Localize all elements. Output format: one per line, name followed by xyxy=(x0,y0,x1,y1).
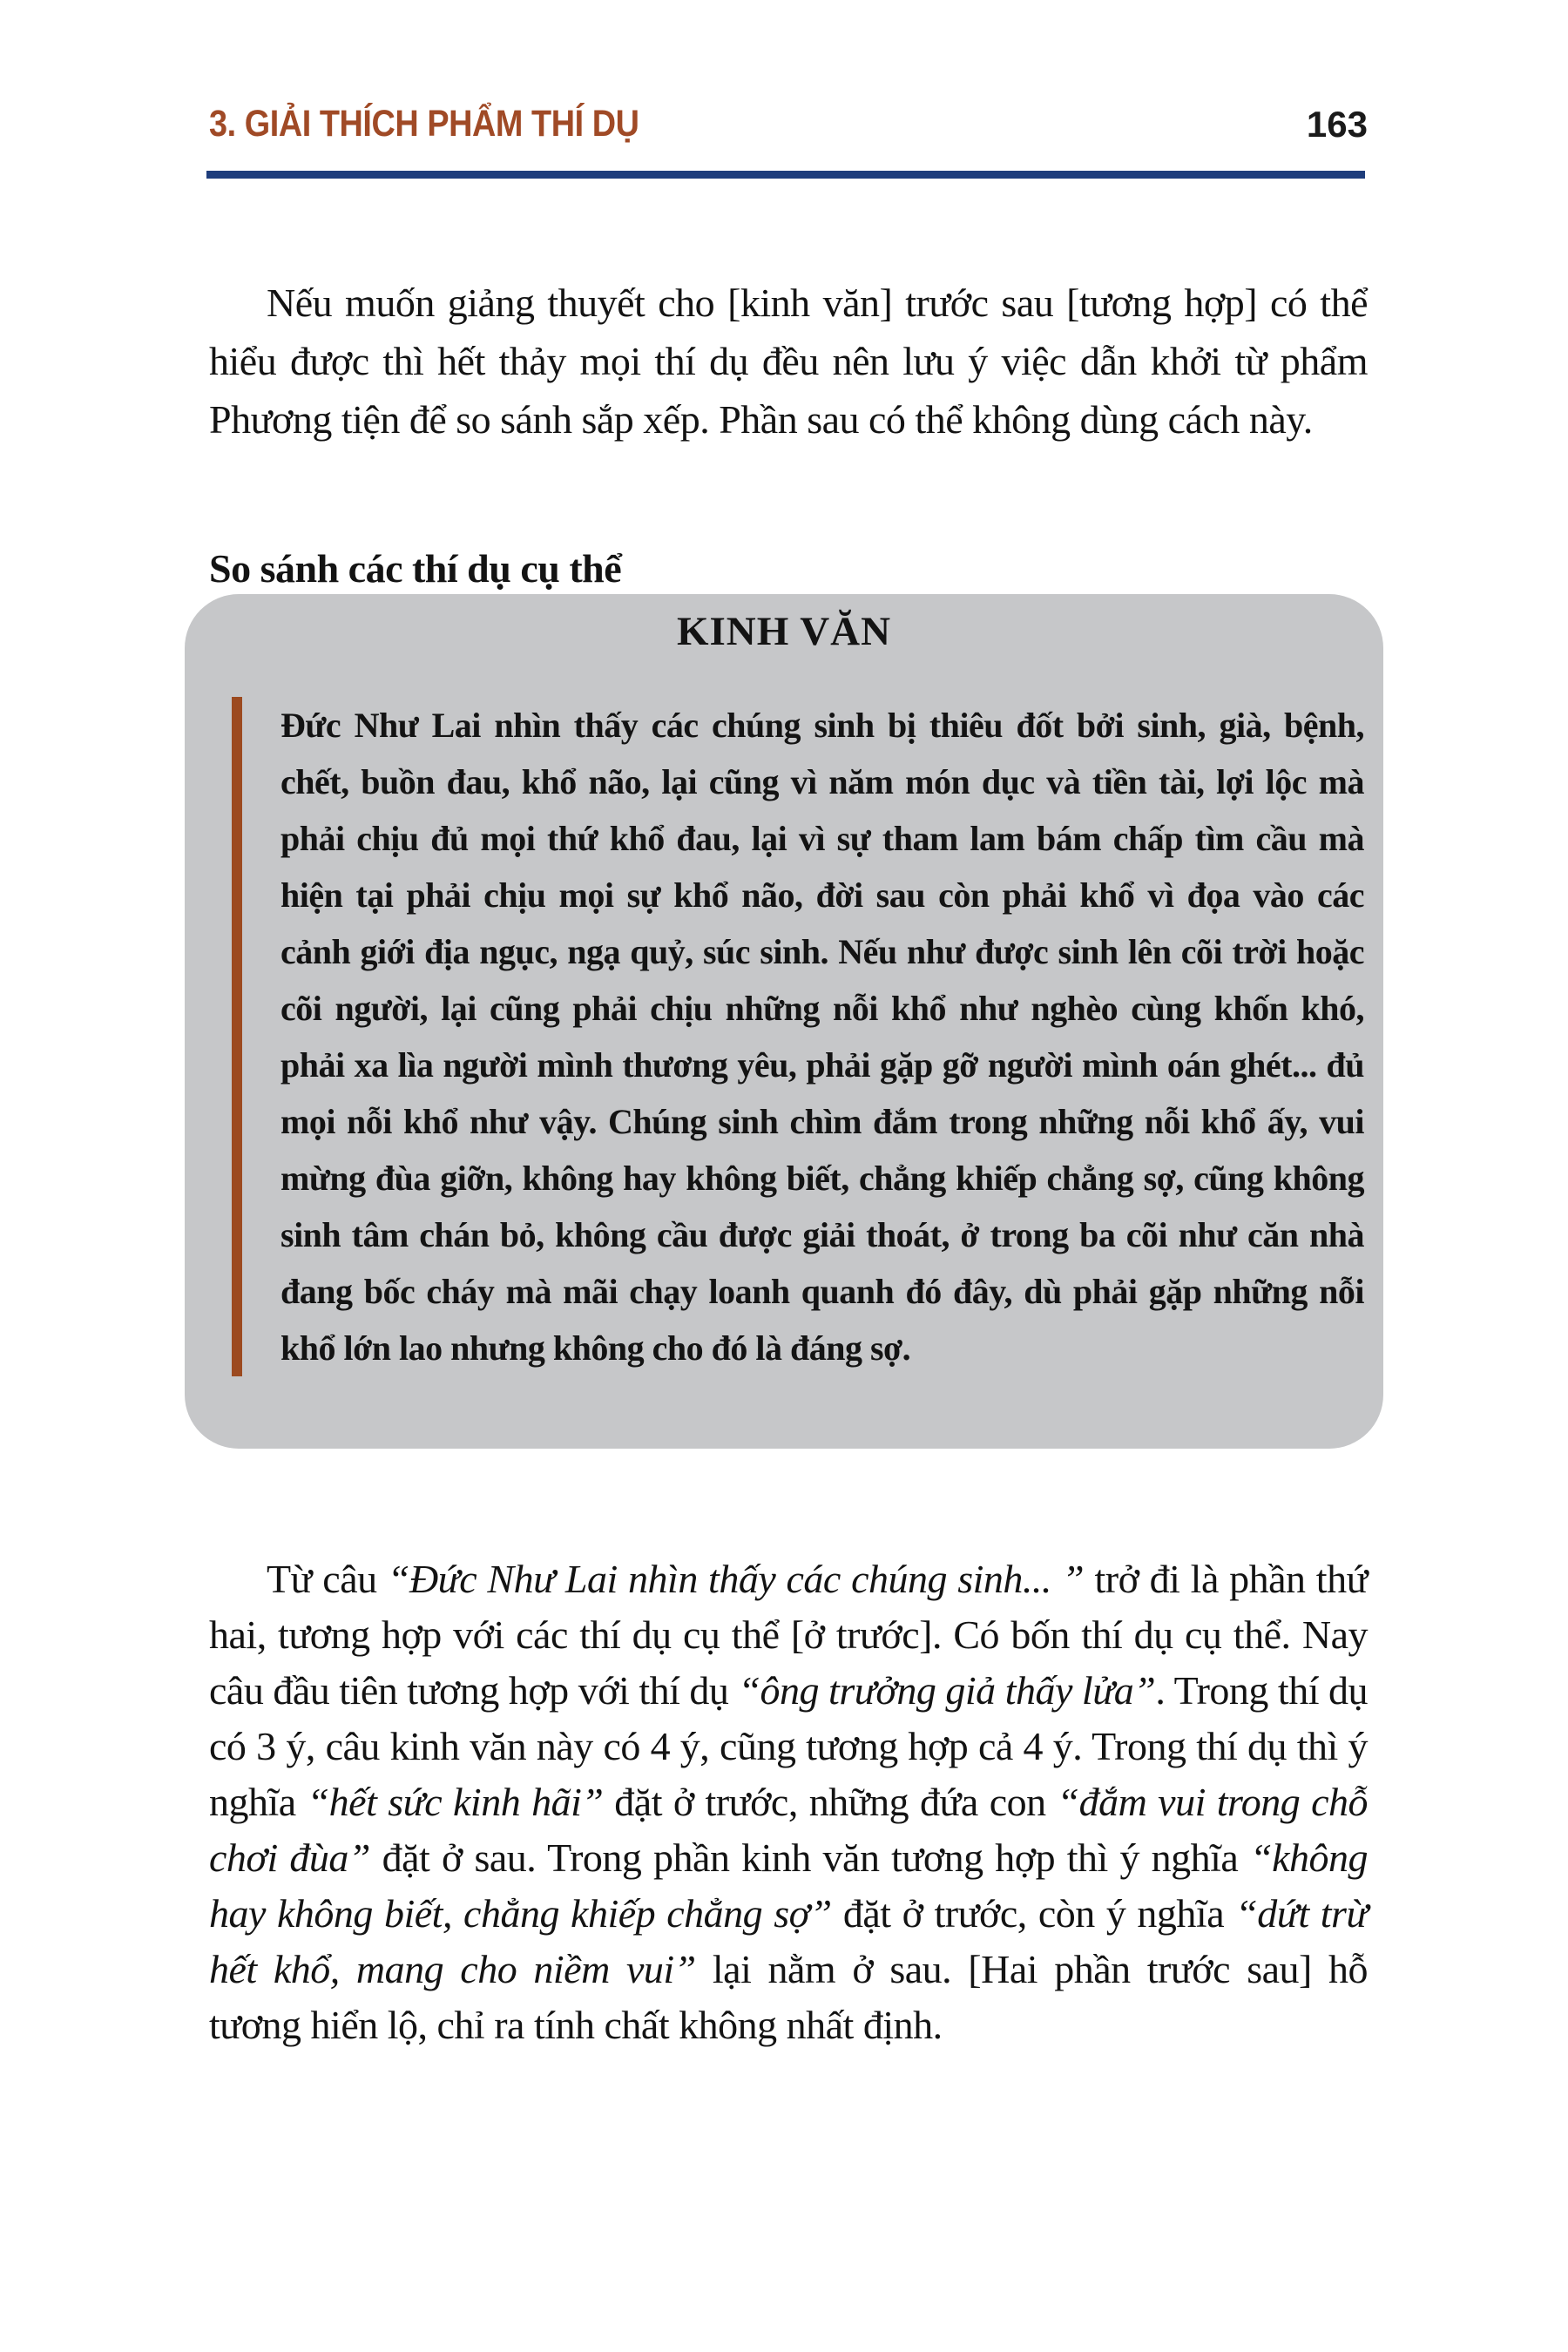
text-run: . Trong thí dụ có 3 ý, câu kinh văn này có 4 ý, cũng tương hợp cả 4 ý. Trong thí dụ thì ý nghĩa xyxy=(209,1668,1368,1824)
kinh-van-quote-box xyxy=(185,594,1383,1449)
text-run: đặt ở trước, những đứa con xyxy=(603,1780,1058,1824)
quoted-phrase: “dứt trừ hết khổ, mang cho niềm vui” xyxy=(209,1891,1368,1991)
section-heading: So sánh các thí dụ cụ thể xyxy=(209,546,622,591)
text-run: trở đi là phần thứ hai, tương hợp với các thí dụ cụ thể [ở trước]. Có bốn thí dụ cụ thể. Nay câu đầu tiên tương hợp với thí dụ xyxy=(209,1557,1368,1713)
quoted-phrase: “Đức Như Lai nhìn thấy các chúng sinh... ” xyxy=(387,1557,1085,1601)
kinh-van-title: KINH VĂN xyxy=(676,609,892,654)
quoted-phrase: “đắm vui trong chỗ chơi đùa” xyxy=(209,1780,1368,1880)
text-run: đặt ở sau. Trong phần kinh văn tương hợp thì ý nghĩa xyxy=(369,1835,1250,1880)
text-run: Từ câu xyxy=(267,1557,388,1601)
text-run: lại nằm ở sau. [Hai phần trước sau] hỗ tương hiển lộ, chỉ ra tính chất không nhất định. xyxy=(209,1947,1368,2047)
header-rule-divider xyxy=(206,171,1365,179)
quote-block xyxy=(185,697,1383,1376)
page-number: 163 xyxy=(1306,104,1368,145)
quoted-phrase: “ông trưởng giả thấy lửa” xyxy=(738,1668,1156,1713)
quoted-phrase: “không hay không biết, chẳng khiếp chẳng sợ” xyxy=(209,1835,1368,1936)
running-header xyxy=(209,103,1368,145)
quoted-phrase: “hết sức kinh hãi” xyxy=(307,1780,604,1824)
intro-paragraph: Nếu muốn giảng thuyết cho [kinh văn] trước sau [tương hợp] có thể hiểu được thì hết thảy mọi thí dụ đều nên lưu ý việc dẫn khởi từ phẩm Phương tiện để so sánh sắp xếp. Phần sau có thể không dùng cách này. xyxy=(209,280,1368,442)
sutra-quote-text: Đức Như Lai nhìn thấy các chúng sinh bị thiêu đốt bởi sinh, già, bệnh, chết, buồn đau, khổ não, lại cũng vì năm món dục và tiền tài, lợi lộc mà phải chịu đủ mọi thứ khổ đau, lại vì sự tham lam bám chấp tìm cầu mà hiện tại phải chịu mọi sự khổ não, đời sau còn phải khổ vì đọa vào các cảnh giới địa ngục, ngạ quỷ, súc sinh. Nếu như được sinh lên cõi trời hoặc cõi người, lại cũng phải chịu những nỗi khổ như nghèo cùng khốn khó, phải xa lìa người mình thương yêu, phải gặp gỡ người mình oán ghét... đủ mọi nỗi khổ như vậy. Chúng sinh chìm đắm trong những nỗi khổ ấy, vui mừng đùa giỡn, không hay không biết, chẳng khiếp chẳng sợ, cũng không sinh tâm chán bỏ, không cầu được giải thoát, ở trong ba cõi như căn nhà đang bốc cháy mà mãi chạy loanh quanh đó đây, dù phải gặp những nỗi khổ lớn lao nhưng không cho đó là đáng sợ. xyxy=(280,706,1364,1368)
quote-left-bar xyxy=(232,697,242,1376)
section-title: 3. GIẢI THÍCH PHẨM THÍ DỤ xyxy=(209,103,639,145)
text-run: đặt ở trước, còn ý nghĩa xyxy=(831,1891,1236,1936)
closing-commentary-paragraph xyxy=(209,1551,1368,2053)
